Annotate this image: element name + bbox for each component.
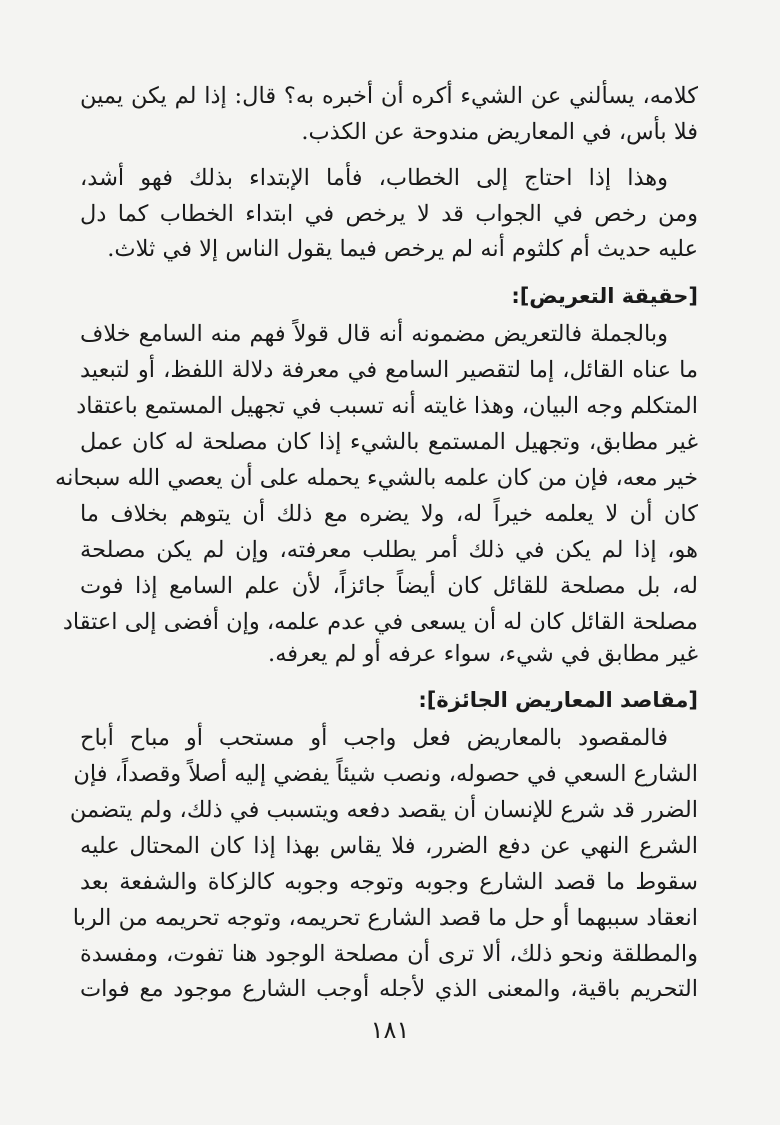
- page-number: ١٨١: [370, 1016, 410, 1044]
- book-page: كلامه، يسألني عن الشيء أكره أن أخبره به؟ قال: إذا لم يكن يمين فلا بأس، في المعاريض مندوحة عن الكذب. وهذا إذا احتاج إلى الخطاب، فأما الإبتداء بذلك فهو أشد، ومن رخص في الجواب قد لا يرخص في ابتداء الخطاب كما دل عليه حديث أم كلثوم أنه لم يرخص فيما يقول الناس إلا في ثلاث. [حقيقة التعريض]: وبالجملة فالتعريض مضمونه أنه قال قولاً فهم منه السامع خلاف ما عناه القائل، إما لتقصير السامع في معرفة دلالة اللفظ، أو لتبعيد المتكلم وجه البيان، وهذا غايته أنه تسبب في تجهيل المستمع باعتقاد غير مطابق، وتجهيل المستمع بالشيء إذا كان مصلحة له كان عمل خير معه، فإن من كان علمه بالشيء يحمله على أن يعصي الله سبحانه كان أن لا يعلمه خيراً له، ولا يضره مع ذلك أن يتوهم بخلاف ما هو، إذا لم يكن في ذلك أمر يطلب معرفته، وإن لم يكن مصلحة له، بل مصلحة للقائل كان أيضاً جائزاً، لأن علم السامع إذا فوت مصلحة القائل كان له أن يسعى في عدم علمه، وإن أفضى إلى اعتقاد غير مطابق في شيء، سواء عرفه أو لم يعرفه. [مقاصد المعاريض الجائزة]: فالمقصود بالمعاريض فعل واجب أو مستحب أو مباح أباح الشارع السعي في حصوله، ونصب شيئاً يفضي إليه أصلاً وقصداً، فإن الضرر قد شرع للإنسان أن يقصد دفعه ويتسبب في ذلك، ولم يتضمن الشرع النهي عن دفع الضرر، فلا يقاس بهذا إذا كان المحتال عليه سقوط ما قصد الشارع وجوبه وتوجه وجوبه كالزكاة والشفعة بعد انعقاد سببهما أو حل ما قصد الشارع تحريمه، وتوجه تحريمه من الربا والمطلقة ونحو ذلك، ألا ترى أن مصلحة الوجود هنا تفوت، ومفسدة التحريم باقية، والمعنى الذي لأجله أوجب الشارع موجود مع فوات ١٨١: [0, 0, 780, 1125]
